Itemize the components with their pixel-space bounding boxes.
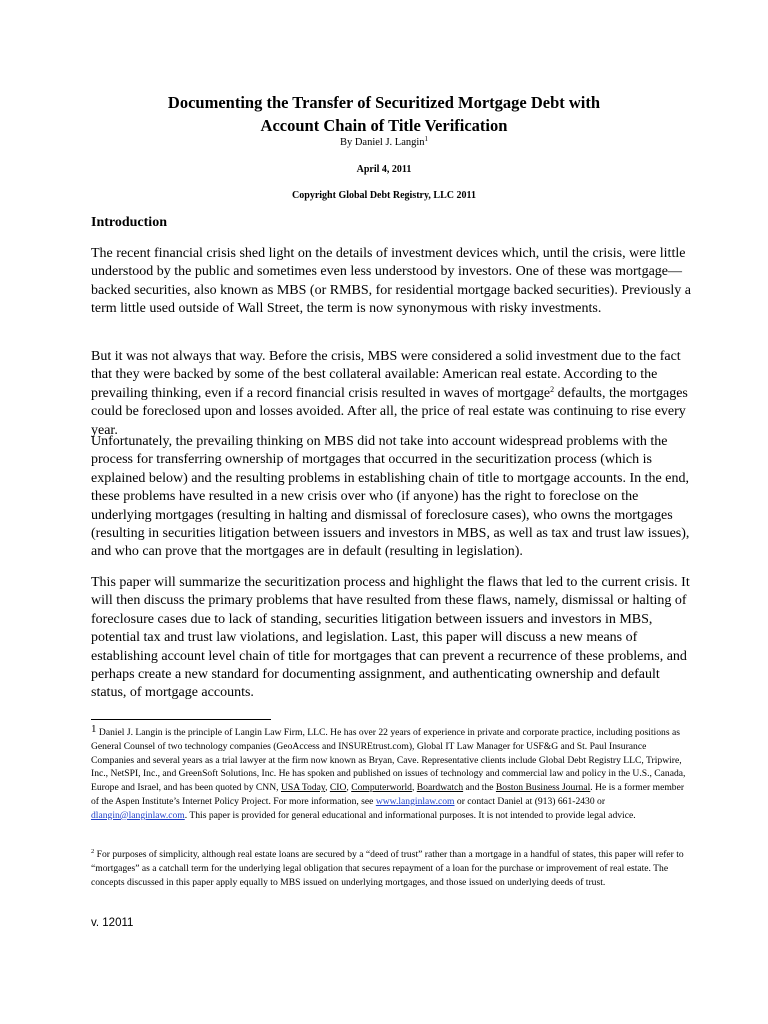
copyright-notice: Copyright Global Debt Registry, LLC 2011 <box>292 190 476 201</box>
footnote-1-marker: 1 <box>91 723 97 735</box>
footnote-ref-1[interactable]: 1 <box>424 135 429 143</box>
separator: , <box>411 782 417 794</box>
boston-business-journal-citation: Boston Business Journal <box>495 782 591 794</box>
footnote-1-text-a: Daniel J. Langin is the principle of Langin Law Firm, LLC. He has over 22 years of experience in private and corporate practice, including positions as General Counsel of two technology companies (GeoAccess and INSUREtrust.com), Global IT Law Manager for USF&G and St. Paul Insurance Companies and several years as a trial lawyer at the firm now known as Bryan, Cave. Representative clients include Global Debt Registry LLC, Tripwire, Inc., NetSPI, Inc., and GreenSoft Solutions, Inc. He has spoken and published on issues of technology and commercial law and policy in the U.S., Canada, Europe and Israel, and has been quoted by CNN, <box>91 727 686 794</box>
footnote-1 <box>91 723 691 823</box>
byline-text: By Daniel J. Langin <box>339 137 425 148</box>
paragraph-2 <box>91 348 691 440</box>
paragraph-2-text-b: defaults, the mortgages could be foreclosed upon and losses avoided. After all, the price of real estate was continuing to rise every year. <box>91 385 688 438</box>
paragraph-1: The recent financial crisis shed light on the details of investment devices which, until the crisis, were little understood by the public and sometimes even less understood by investors. One of these was mortgage—backed securities, also known as MBS (or RMBS, for residential mortgage backed securities). Previously a term little used outside of Wall Street, the term is now synonymous with risky investments. <box>91 246 691 317</box>
publication-date: April 4, 2011 <box>356 164 412 175</box>
separator: , <box>325 782 330 794</box>
paragraph-3: Unfortunately, the prevailing thinking on MBS did not take into account widespread problems with the process for transferring ownership of mortgages that occurred in the securitization process (which is explained below) and the resulting problems in establishing chain of title to mortgage accounts. In the end, these problems have resulted in a new crisis over who (if anyone) has the right to foreclose on the underlying mortgages (resulting in halting and dismissal of foreclosure cases), who owns the mortgages (resulting in securities litigation between issuers and investors in MBS, as well as tax and trust law issues), and who can prove that the mortgages are in default (resulting in legislation). <box>91 434 690 560</box>
author-byline <box>80 136 688 150</box>
footnote-divider <box>91 719 271 720</box>
section-heading: Introduction <box>91 215 167 230</box>
usa-today-citation: USA Today <box>280 782 326 794</box>
email-link[interactable]: dlangin@langinlaw.com <box>91 809 185 821</box>
footnote-ref-2[interactable]: 2 <box>550 384 555 394</box>
separator: , <box>346 782 352 794</box>
footnote-2 <box>91 848 691 889</box>
title-line-1: Documenting the Transfer of Securitized Mortgage Debt with <box>167 93 601 112</box>
footnote-2-marker: 2 <box>91 848 95 855</box>
footnote-2-text: For purposes of simplicity, although real estate loans are secured by a “deed of trust” rather than a mortgage in a handful of states, this paper will refer to “mortgages” as a catchall term for the underlying legal obligation that secures repayment of a loan for the purchase or improvement of real estate. The concepts discussed in this paper apply equally to MBS issued on underlying mortgages, and those issued on underlying deeds of trust. <box>91 849 684 888</box>
separator: and the <box>463 782 496 794</box>
paragraph-4: This paper will summarize the securitization process and highlight the flaws that led to the current crisis. It will then discuss the primary problems that have resulted from these flaws, namely, dismissal or halting of foreclosure cases due to lack of standing, securities litigation between issuers and investors in MBS, potential tax and trust law violations, and legislation. Last, this paper will discuss a new means of establishing account level chain of title for mortgages that can prevent a recurrence of these problems, and perhaps create a new standard for documenting assignment, and authenticating ownership and default status, of mortgage accounts. <box>91 575 690 701</box>
paper-title <box>80 91 688 137</box>
computerworld-citation: Computerworld <box>351 782 412 794</box>
paragraph-2-text-a: But it was not always that way. Before the crisis, MBS were considered a solid investment due to the fact that they were backed by some of the best collateral available: American real estate. According to the prevailing thinking, even if a record financial crisis resulted in waves of mortgage <box>91 349 681 401</box>
cio-citation: CIO <box>329 782 347 794</box>
website-link[interactable]: www.langinlaw.com <box>375 795 455 807</box>
footnote-1-text-b: . He is a former member of the Aspen Institute’s Internet Policy Project. For more information, see <box>91 782 685 807</box>
footnote-1-text-d: . This paper is provided for general educational and informational purposes. It is not intended to provide legal advice. <box>184 809 636 821</box>
footnote-1-text-c: or contact Daniel at (913) 661-2430 or <box>454 795 606 807</box>
boardwatch-citation: Boardwatch <box>416 782 464 794</box>
title-line-2: Account Chain of Title Verification <box>260 116 508 135</box>
version-label: v. 12011 <box>91 917 134 929</box>
